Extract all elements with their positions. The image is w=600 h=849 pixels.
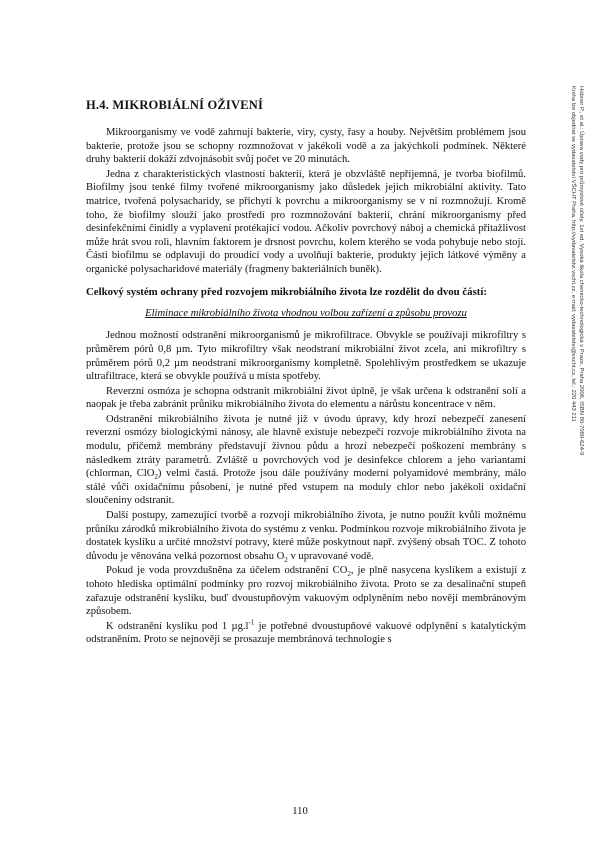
- text-run: Odstranění mikrobiálního života je nutné již v úvodu úpravy, kdy hrozí nebezpečí zanesení reverzní osmózy biologickými nánosy, ale hlavně existuje nebezpečí rozvoje mikrobiálního života na modulu, přičemž membrány představují živnou půdu a hrozí nebezpečí poškození membrány s následkem ztráty parametrů. Zvláště u povrchových vod je desinfekce chlorem a jeho variantami (chlorman, ClO: [86, 413, 526, 480]
- text-run: Pokud je voda provzdušněna za účelem odstranění CO: [106, 565, 348, 577]
- text-run: , je plně nasycena kyslíkem a existují z tohoto hlediska optimální podmínky pro rozvoj mikrobiálního života. Proto se za desalinační stupeň zařazuje odstranění kyslíku, buď dvoustupňovým vakuovým odplyněním nebo nověji membránovým způsobem.: [86, 565, 526, 618]
- citation-line-2: Kniha lze objednat ve vydavatelství VŠCHT Praha, http://vydavatelstvi.vscht.cz, e-mail: vydavatelstvi@vscht.cz, tel.: 220 443 211: [570, 86, 576, 422]
- paragraph-intro-1: Mikroorganismy ve vodě zahrnují bakterie, viry, cysty, řasy a houby. Největším problémem jsou bakterie, protože jsou se schopny rozmnožovat v jakékoli vodě a za jakýchkoli podmínek. Některé druhy bakterií dokáží zdvojnásobit svůj počet ve 20 minutách.: [86, 127, 526, 166]
- page-content: [86, 98, 526, 647]
- chapter-heading: H.4. MIKROBIÁLNÍ OŽIVENÍ: [86, 98, 264, 112]
- text-run: K odstranění kyslíku pod 1 µg.l: [106, 620, 249, 632]
- paragraph-further-methods: [86, 509, 526, 563]
- citation-sidenote: [569, 86, 585, 516]
- subsection-heading: Eliminace mikrobiálního života vhodnou volbou zařízení a způsobu provozu: [145, 308, 467, 320]
- subscript: 2: [284, 555, 288, 564]
- paragraph-co2-removal: [86, 564, 526, 618]
- citation-line-1: Hübner P., et al.: Úprava vody pro průmyslové účely. 1st ed. Vysoká škola chemicko-technologická v Praze, Praha 2006, ISBN 80-7080-624-9: [578, 86, 584, 456]
- paragraph-microfiltration: Jednou možností odstranění mikroorganismů je mikrofiltrace. Obvykle se používají mikrofiltry s průměrem pórů 0,8 µm. Tyto mikrofiltry však neodstraní mikrobiální život zcela, ani mikrofiltry s průměrem pórů 0,2 µm neodstraní mikroorganismy kompletně. Spolehlivým prostředkem se ukazuje ultrafiltrace, která se obvykle používá u místa spotřeby.: [86, 330, 526, 383]
- paragraph-intro-2: Jedna z charakteristických vlastností bakterií, která je obzvláště nepříjemná, je tvorba biofilmů. Biofilmy jsou tenké filmy tvořené mikroorganismy jako důsledek jejich mikrobiální aktivity. Tato matrice, tvořená polysacharidy, se přichytí k povrchu a mikroorganismy se v ní rozmnožují. Kromě toho, že biofilmy slouží jako prostředí pro rozmnožování bakterií, chrání mikroorganismy před desinfekčními činidly a vyplavení protékající vodou. Ačkoliv povrchový náboj a chemická přitažlivost může hrát svou roli, hlavním faktorem je drsnost povrchu, kolem kterého se voda pohybuje nebo stojí. Části biofilmu se odplavují do proudící vody a uvolňují bakterie, produkty jejich látkové výměny a organické polysacharidové materiály (fragmeny bakteriálních buněk).: [86, 168, 526, 275]
- paragraph-reverse-osmosis: Reverzní osmóza je schopna odstranit mikrobiální život úplně, je však určena k odstranění solí a naopak je třeba zabránit průniku mikrobiálního života do elementu a nárůstu koncentrace v něm.: [86, 385, 526, 411]
- subscript: 2: [347, 570, 351, 579]
- text-run: je potřebné dvoustupňové vakuové odplynění s katalytickým odstraněním. Proto se nejnověji se prosazuje membránová technologie s: [86, 620, 527, 646]
- paragraph-oxygen-removal: [86, 620, 526, 647]
- subscript: 2: [154, 473, 158, 482]
- text-run: v upravované vodě.: [287, 550, 374, 562]
- text-run: Další postupy, zamezující tvorbě a rozvoji mikrobiálního života, je nutno použít kvůli možnému průniku zárodků mikrobiálního života do systému z venku. Podmínkou rozvoje mikrobiálního života je dostatek kyslíku a určité množství potravy, které může poskytnout např. zvýšený obsah TOC. Z tohoto důvodu je věnována velká pozornost obsahu O: [86, 510, 526, 562]
- section-heading: Celkový systém ochrany před rozvojem mikrobiálního života lze rozdělit do dvou částí:: [86, 285, 487, 298]
- superscript: -1: [248, 618, 255, 627]
- page-number: 110: [292, 806, 308, 817]
- paragraph-chlorination: [86, 413, 526, 508]
- text-run: ) velmi častá. Protože jsou dále používány moderní polyamidové membrány, málo stálé vůči oxidačnímu působení, je nutné před vstupem na moduly chlor nebo jakékoli oxidační sloučeniny odstranit.: [86, 468, 526, 507]
